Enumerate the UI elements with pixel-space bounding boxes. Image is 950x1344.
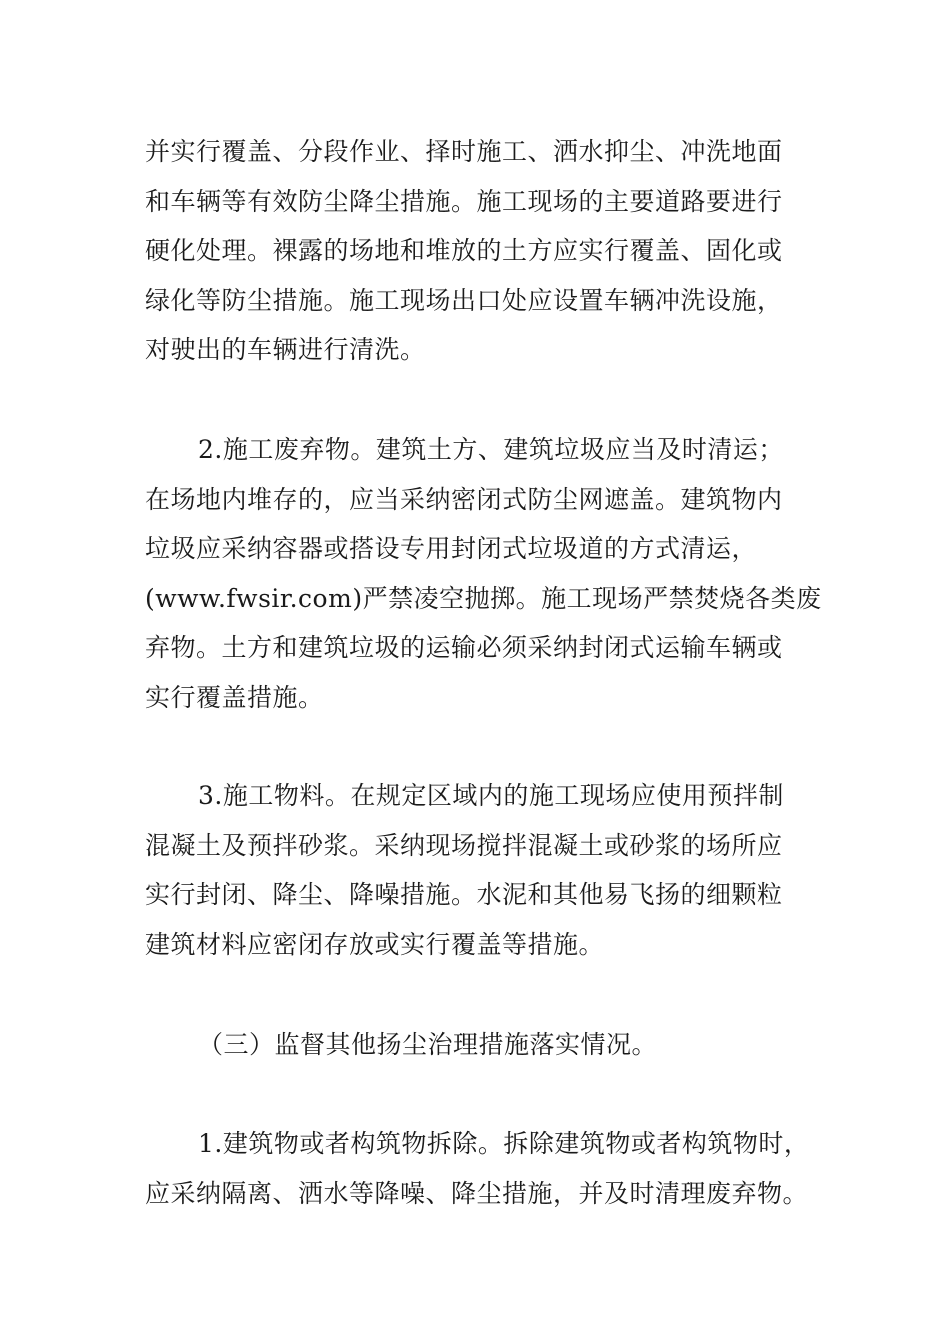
text-line: 弃物。土方和建筑垃圾的运输必须采纳封闭式运输车辆或 bbox=[145, 633, 783, 662]
text-line: 并实行覆盖、分段作业、择时施工、洒水抑尘、冲洗地面 bbox=[145, 137, 783, 166]
text-line: 在场地内堆存的，应当采纳密闭式防尘网遮盖。建筑物内 bbox=[145, 484, 783, 514]
paragraph-demolition bbox=[145, 1119, 825, 1218]
text-line: 绿化等防尘措施。施工现场出口处应设置车辆冲洗设施， bbox=[145, 285, 783, 315]
paragraph-construction-waste bbox=[145, 425, 825, 722]
section-heading bbox=[145, 1020, 825, 1070]
text-line: 2.施工废弃物。建筑土方、建筑垃圾应当及时清运； bbox=[198, 435, 784, 464]
text-line: 建筑材料应密闭存放或实行覆盖等措施。 bbox=[145, 929, 605, 959]
text-line: 实行封闭、降尘、降噪措施。水泥和其他易飞扬的细颗粒 bbox=[145, 880, 783, 909]
text-line: 和车辆等有效防尘降尘措施。施工现场的主要道路要进行 bbox=[145, 186, 783, 216]
text-line: 混凝土及预拌砂浆。采纳现场搅拌混凝土或砂浆的场所应 bbox=[145, 830, 783, 860]
text-line: 1.建筑物或者构筑物拆除。拆除建筑物或者构筑物时， bbox=[198, 1129, 810, 1158]
heading-line: （三）监督其他扬尘治理措施落实情况。 bbox=[198, 1030, 658, 1059]
text-line: 应采纳隔离、洒水等降噪、降尘措施，并及时清理废弃物。 bbox=[145, 1178, 809, 1208]
paragraph-dust-measures bbox=[145, 127, 825, 375]
text-line: 对驶出的车辆进行清洗。 bbox=[145, 335, 426, 364]
text-line: 垃圾应采纳容器或搭设专用封闭式垃圾道的方式清运， bbox=[145, 534, 758, 563]
paragraph-construction-materials bbox=[145, 771, 825, 969]
text-line: 3.施工物料。在规定区域内的施工现场应使用预拌制 bbox=[198, 781, 784, 810]
text-line: 硬化处理。裸露的场地和堆放的土方应实行覆盖、固化或 bbox=[145, 236, 783, 265]
text-line: (www.fwsir.com)严禁凌空抛掷。施工现场严禁焚烧各类废 bbox=[145, 583, 822, 613]
text-line: 实行覆盖措施。 bbox=[145, 682, 324, 712]
